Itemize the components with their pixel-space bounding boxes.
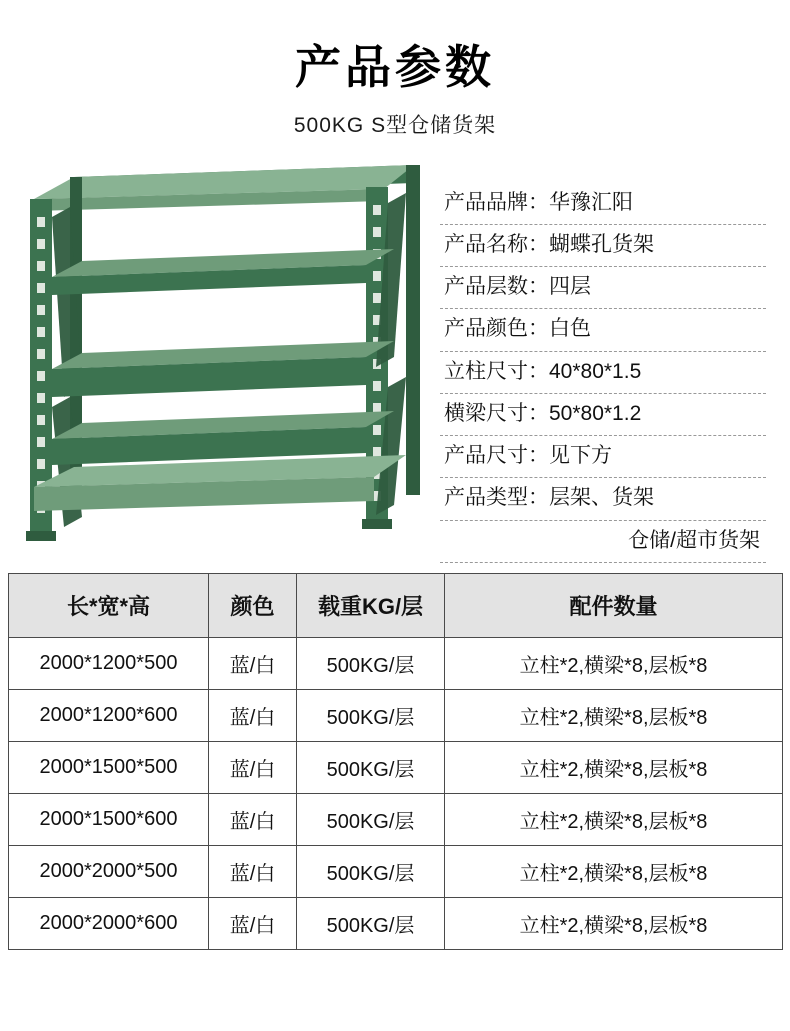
spec-list [440, 183, 776, 563]
spec-label: 产品尺寸： [444, 444, 549, 468]
table-header-row [9, 573, 783, 637]
cell-load: 500KG/层 [297, 845, 445, 897]
spec-row-type [440, 478, 766, 520]
table-row [9, 637, 783, 689]
spec-value: 白色 [549, 317, 591, 341]
table-header-size: 长*宽*高 [9, 573, 209, 637]
cell-load: 500KG/层 [297, 637, 445, 689]
spec-row-type-continued: 仓储/超市货架 [440, 521, 766, 563]
spec-label: 产品类型： [444, 486, 549, 510]
spec-table [8, 573, 783, 950]
table-row [9, 741, 783, 793]
spec-row-layers [440, 267, 766, 309]
cell-load: 500KG/层 [297, 689, 445, 741]
table-row [9, 897, 783, 949]
table-header-parts: 配件数量 [445, 573, 783, 637]
page-subtitle: 500KG S型仓储货架 [293, 113, 497, 137]
page-title: 产品参数 [295, 41, 495, 93]
cell-color: 蓝/白 [209, 741, 297, 793]
cell-color: 蓝/白 [209, 689, 297, 741]
spec-value: 四层 [549, 275, 591, 299]
spec-row-column-size [440, 352, 766, 394]
cell-load: 500KG/层 [297, 897, 445, 949]
spec-row-product-size [440, 436, 766, 478]
spec-value: 层架、货架 [549, 486, 654, 510]
spec-row-brand [440, 183, 766, 225]
cell-parts: 立柱*2,横梁*8,层板*8 [445, 897, 783, 949]
cell-size: 2000*2000*600 [9, 897, 209, 949]
cell-color: 蓝/白 [209, 897, 297, 949]
table-header-load: 载重KG/层 [297, 573, 445, 637]
cell-parts: 立柱*2,横梁*8,层板*8 [445, 793, 783, 845]
cell-size: 2000*1500*500 [9, 741, 209, 793]
spec-value: 蝴蝶孔货架 [549, 232, 654, 256]
spec-value: 40*80*1.5 [549, 359, 642, 383]
cell-color: 蓝/白 [209, 845, 297, 897]
product-image [14, 157, 434, 557]
cell-parts: 立柱*2,横梁*8,层板*8 [445, 689, 783, 741]
product-overview [0, 139, 790, 563]
cell-load: 500KG/层 [297, 793, 445, 845]
spec-value: 见下方 [549, 444, 612, 468]
spec-label: 产品名称： [444, 232, 549, 256]
spec-label: 产品颜色： [444, 317, 549, 341]
cell-parts: 立柱*2,横梁*8,层板*8 [445, 741, 783, 793]
spec-label: 产品品牌： [444, 190, 549, 214]
shelf-illustration [14, 157, 434, 557]
table-header-color: 颜色 [209, 573, 297, 637]
page-header [0, 0, 790, 139]
spec-label: 立柱尺寸： [444, 359, 549, 383]
cell-size: 2000*1500*600 [9, 793, 209, 845]
cell-color: 蓝/白 [209, 637, 297, 689]
cell-parts: 立柱*2,横梁*8,层板*8 [445, 637, 783, 689]
spec-table-wrap [0, 563, 790, 950]
table-row [9, 689, 783, 741]
cell-size: 2000*2000*500 [9, 845, 209, 897]
spec-label: 横梁尺寸： [444, 401, 549, 425]
cell-load: 500KG/层 [297, 741, 445, 793]
cell-size: 2000*1200*600 [9, 689, 209, 741]
cell-size: 2000*1200*500 [9, 637, 209, 689]
cell-parts: 立柱*2,横梁*8,层板*8 [445, 845, 783, 897]
spec-value: 华豫汇阳 [549, 190, 633, 214]
spec-row-name [440, 225, 766, 267]
cell-color: 蓝/白 [209, 793, 297, 845]
spec-label: 产品层数： [444, 275, 549, 299]
table-row [9, 845, 783, 897]
table-row [9, 793, 783, 845]
spec-row-beam-size [440, 394, 766, 436]
spec-row-color [440, 309, 766, 351]
spec-value: 50*80*1.2 [549, 401, 642, 425]
